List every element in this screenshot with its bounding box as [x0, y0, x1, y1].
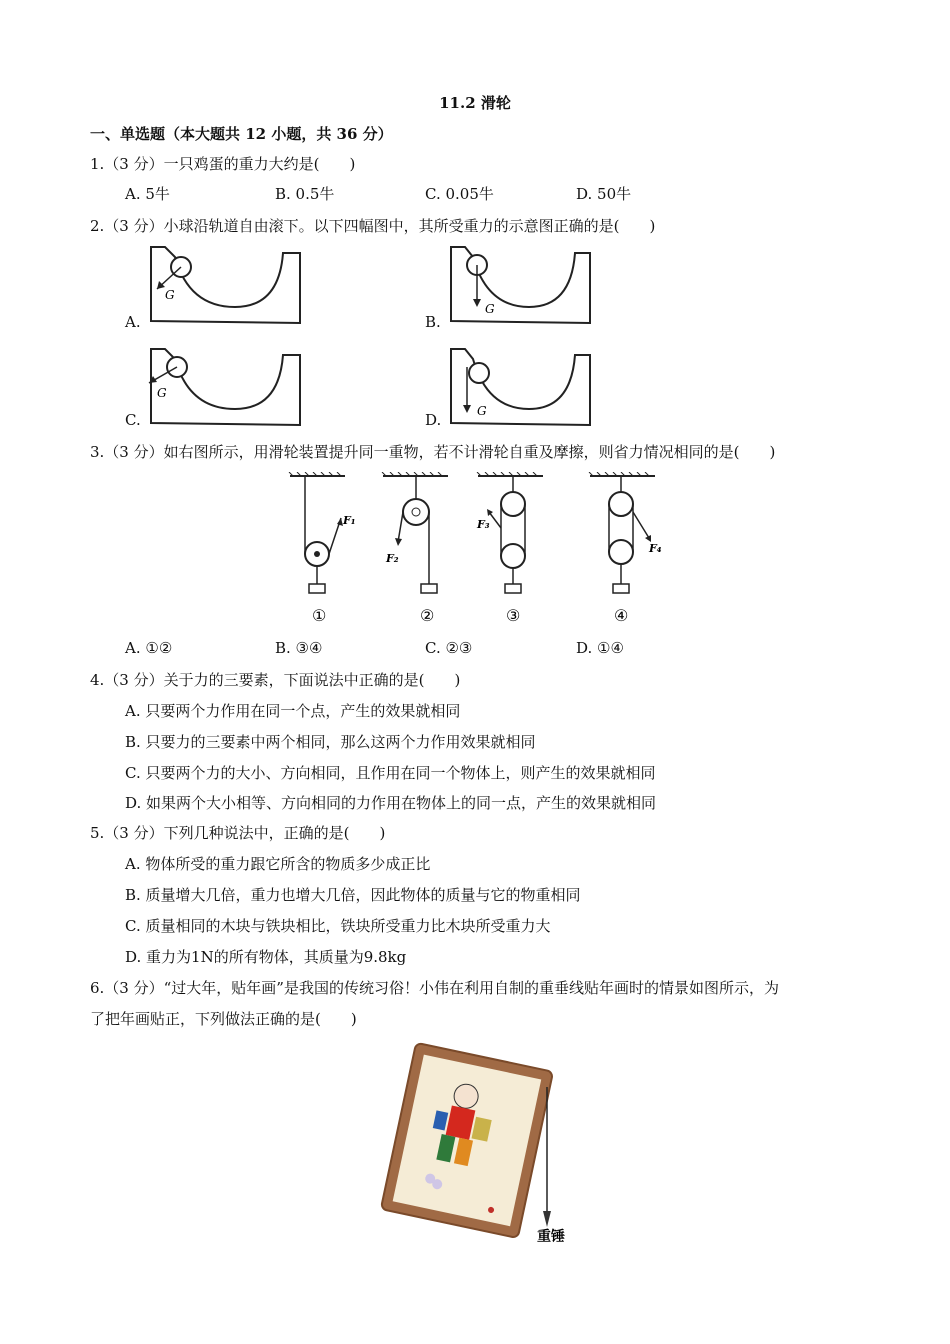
- q1-option-d[interactable]: D. 50牛: [576, 185, 632, 203]
- section-heading: 一、单选题（本大题共 12 小题，共 36 分）: [90, 125, 393, 143]
- new-year-painting-figure: [375, 1035, 575, 1250]
- q5-option-a[interactable]: A. 物体所受的重力跟它所含的物质多少成正比: [125, 855, 431, 873]
- figure-label-4: ④: [614, 606, 629, 625]
- figure-label-2: ②: [420, 606, 435, 625]
- document-title: 11.2 滑轮: [439, 94, 511, 112]
- q1-option-a[interactable]: A. 5牛: [125, 185, 170, 203]
- question-1-stem: 1.（3 分）一只鸡蛋的重力大约是( ): [90, 155, 356, 173]
- q3-option-c[interactable]: C. ②③: [425, 639, 473, 657]
- track-figure-a: [145, 243, 305, 325]
- q3-option-a[interactable]: A. ①②: [125, 639, 173, 657]
- question-6-stem-line1: 6.（3 分）“过大年，贴年画”是我国的传统习俗！小伟在利用自制的重垂线贴年画时的情景如图所示，为: [90, 979, 779, 997]
- question-5-stem: 5.（3 分）下列几种说法中，正确的是( ): [90, 824, 386, 842]
- pulley-figure-1: [285, 472, 370, 632]
- q4-option-b[interactable]: B. 只要力的三要素中两个相同，那么这两个力作用效果就相同: [125, 733, 536, 751]
- pulley-figure-3: [473, 472, 553, 632]
- q1-option-c[interactable]: C. 0.05牛: [425, 185, 494, 203]
- track-figure-b: [445, 243, 595, 325]
- pulley-figure-4: [585, 472, 670, 632]
- q2-option-b[interactable]: B.: [425, 313, 441, 331]
- q4-option-d[interactable]: D. 如果两个大小相等、方向相同的力作用在物体上的同一点，产生的效果就相同: [125, 794, 657, 812]
- q1-option-b[interactable]: B. 0.5牛: [275, 185, 335, 203]
- q5-option-b[interactable]: B. 质量增大几倍，重力也增大几倍，因此物体的质量与它的物重相同: [125, 886, 581, 904]
- question-3-stem: 3.（3 分）如右图所示，用滑轮装置提升同一重物，若不计滑轮自重及摩擦，则省力情况相同的是( ): [90, 443, 776, 461]
- figure-label-3: ③: [506, 606, 521, 625]
- q5-option-d[interactable]: D. 重力为1N的所有物体，其质量为9.8kg: [125, 948, 407, 966]
- plumb-bob-label: 重锤: [537, 1229, 565, 1245]
- gravity-label-b: G: [485, 302, 495, 316]
- q3-option-d[interactable]: D. ①④: [576, 639, 624, 657]
- q4-option-a[interactable]: A. 只要两个力作用在同一个点，产生的效果就相同: [125, 702, 461, 720]
- q4-option-c[interactable]: C. 只要两个力的大小、方向相同，且作用在同一个物体上，则产生的效果就相同: [125, 764, 656, 782]
- question-6-stem-line2: 了把年画贴正，下列做法正确的是( ): [90, 1010, 357, 1028]
- force-label-f1: F₁: [343, 514, 356, 527]
- question-4-stem: 4.（3 分）关于力的三要素，下面说法中正确的是( ): [90, 671, 461, 689]
- q5-option-c[interactable]: C. 质量相同的木块与铁块相比，铁块所受重力比木块所受重力大: [125, 917, 551, 935]
- force-label-f4: F₄: [649, 542, 662, 555]
- track-figure-c: [145, 345, 305, 427]
- force-label-f3: F₃: [477, 518, 490, 531]
- track-figure-d: [445, 345, 595, 427]
- gravity-label-c: G: [157, 386, 167, 400]
- question-2-stem: 2.（3 分）小球沿轨道自由滚下。以下四幅图中，其所受重力的示意图正确的是( ): [90, 217, 656, 235]
- gravity-label-d: G: [477, 404, 487, 418]
- q2-option-a[interactable]: A.: [125, 313, 141, 331]
- q2-option-c[interactable]: C.: [125, 411, 141, 429]
- q2-option-d[interactable]: D.: [425, 411, 442, 429]
- figure-label-1: ①: [312, 606, 327, 625]
- force-label-f2: F₂: [386, 552, 399, 565]
- pulley-figure-2: [378, 472, 458, 632]
- gravity-label-a: G: [165, 288, 175, 302]
- q3-option-b[interactable]: B. ③④: [275, 639, 323, 657]
